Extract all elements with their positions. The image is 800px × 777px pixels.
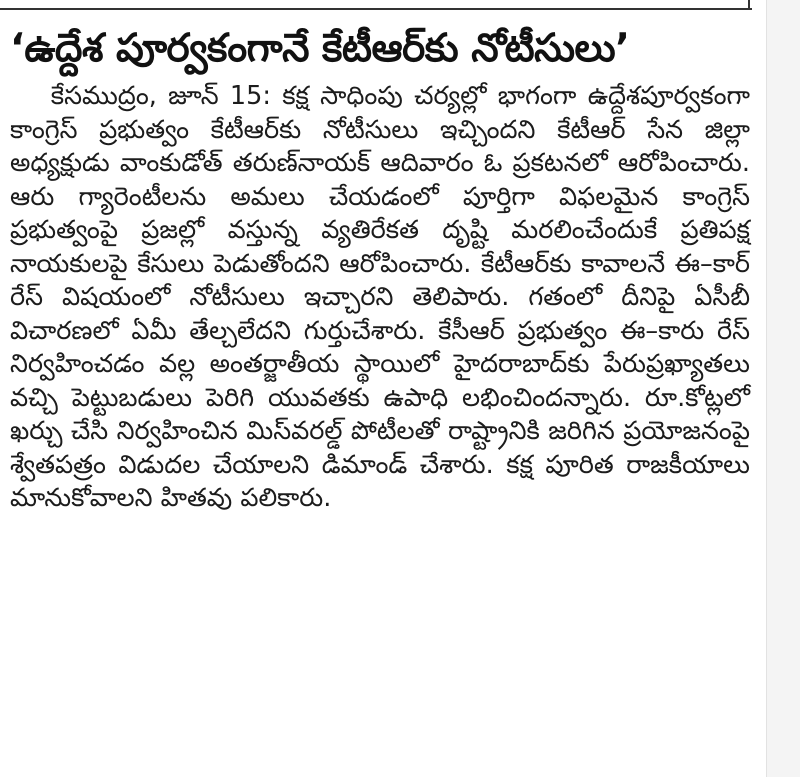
article-body-text: కక్ష సాధింపు చర్యల్లో భాగంగా ఉద్దేశపూర్వకంగా కాంగ్రెస్ ప్రభుత్వం కేటీఆర్‌కు నోటీసులు ఇచ్చిందని కేటీఆర్ సేన జిల్లా అధ్యక్షుడు వాంకుడోత్ తరుణ్‌నాయక్ ఆదివారం ఓ ప్రకటనలో ఆరోపించారు. ఆరు గ్యారెంటీలను అమలు చేయడంలో పూర్తిగా విఫలమైన కాంగ్రెస్ ప్రభుత్వంపై ప్రజల్లో వస్తున్న వ్యతిరేకత దృష్టి మరలించేందుకే ప్రతిపక్ష నాయకులపై కేసులు పెడుతోందని ఆరోపించారు. కేటీఆర్‌కు కావాలనే ఈ–కార్ రేస్ విషయంలో నోటీసులు ఇచ్చారని తెలిపారు. గతంలో దీనిపై ఏసీబీ విచారణలో ఏమీ తేల్చలేదని గుర్తుచేశారు. కేసీఆర్ ప్రభుత్వం ఈ–కారు రేస్ నిర్వహించడం వల్ల అంతర్జాతీయ స్థాయిలో హైదరాబాద్‌కు పేరుప్రఖ్యాతలు వచ్చి పెట్టుబడులు పెరిగి యువతకు ఉపాధి లభించిందన్నారు. రూ.కోట్లలో ఖర్చు చేసి నిర్వహించిన మిస్‌వరల్డ్ పోటీలతో రాష్ట్రానికి జరిగిన ప్రయోజనంపై శ్వేతపత్రం విడుదల చేయాలని డిమాండ్ చేశారు. కక్ష పూరిత రాజకీయాలు మానుకోవాలని హితవు పలికారు. [10, 81, 750, 513]
top-divider-rule [0, 0, 752, 10]
adjacent-column-edge [766, 0, 800, 777]
article-dateline: కేసముద్రం, జూన్ 15: [50, 81, 271, 111]
article-body [10, 80, 750, 516]
column-divider-tick [748, 0, 750, 10]
news-article [10, 24, 750, 516]
article-headline: ‘ఉద్దేశ పూర్వకంగానే కేటీఆర్‌కు నోటీసులు’ [10, 26, 630, 71]
